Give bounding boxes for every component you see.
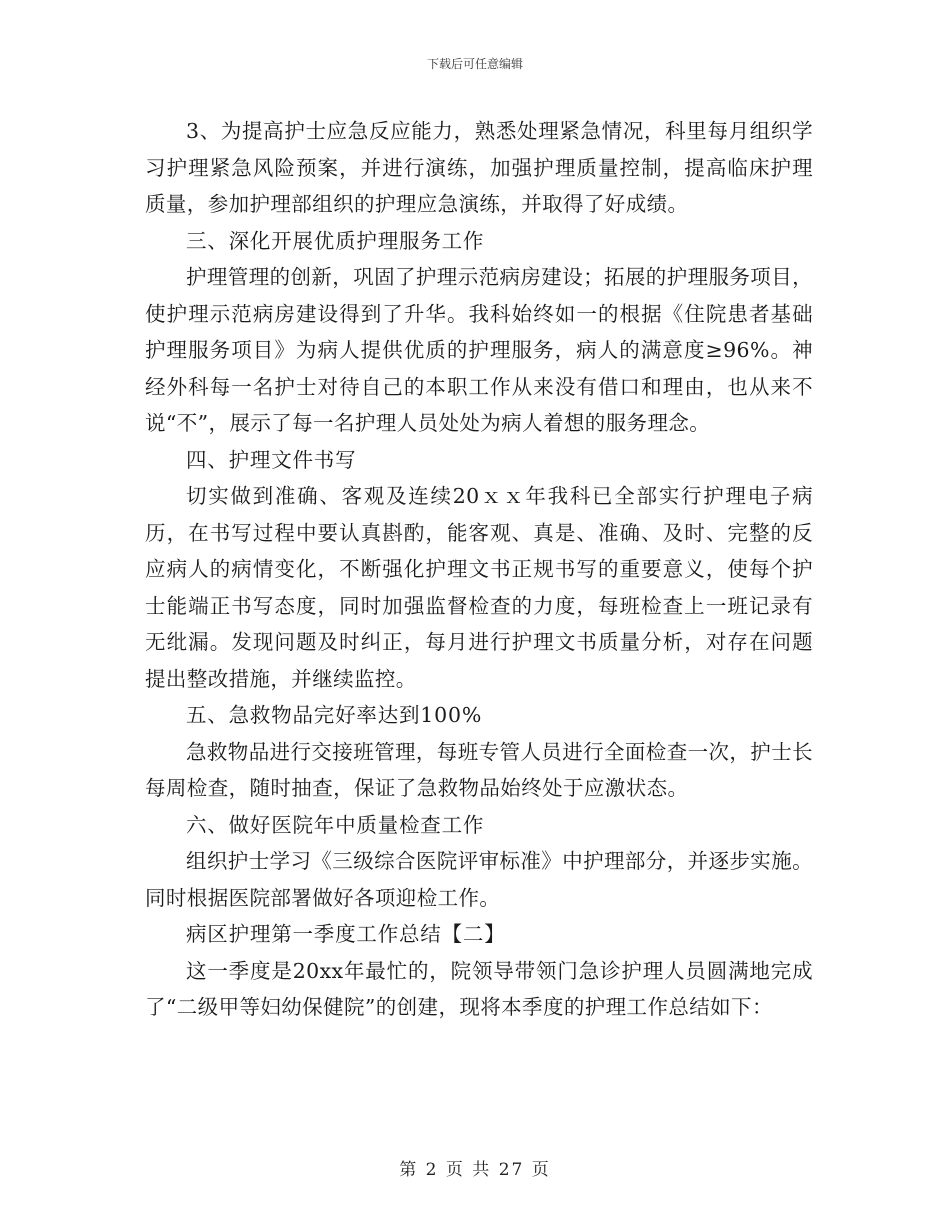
section-heading-6: 六、做好医院年中质量检查工作 (186, 812, 485, 837)
paragraph-quality-service: 护理管理的创新，巩固了护理示范病房建设；拓展的护理服务项目，使护理示范病房建设得到了升华。我科始终如一的根据《住院患者基础护理服务项目》为病人提供优质的护理服务，病人的满意度≥96%。神经外科每一名护士对待自己的本职工作从来没有借口和理由，也从来不说“不”，展示了每一名护理人员处处为病人着想的服务理念。 (145, 265, 813, 435)
document-body (145, 113, 813, 1026)
paragraph-summary-intro: 这一季度是20xx年最忙的，院领导带领门急诊护理人员圆满地完成了“二级甲等妇幼保健院”的创建，现将本季度的护理工作总结如下： (145, 958, 813, 1019)
section-heading-4: 四、护理文件书写 (186, 447, 357, 472)
paragraph-emergency-supplies: 急救物品进行交接班管理，每班专管人员进行全面检查一次，护士长每周检查，随时抽查，保证了急救物品始终处于应激状态。 (145, 739, 813, 800)
paragraph-document-writing: 切实做到准确、客观及连续20ｘｘ年我科已全部实行护理电子病历，在书写过程中要认真斟酌，能客观、真是、准确、及时、完整的反应病人的病情变化，不断强化护理文书正规书写的重要意义，使每个护士能端正书写态度，同时加强监督检查的力度，每班检查上一班记录有无纰漏。发现问题及时纠正，每月进行护理文书质量分析，对存在问题提出整改措施，并继续监控。 (145, 484, 813, 691)
paragraph-quality-inspection: 组织护士学习《三级综合医院评审标准》中护理部分，并逐步实施。同时根据医院部署做好各项迎检工作。 (145, 849, 813, 910)
section-heading-summary-2: 病区护理第一季度工作总结【二】 (186, 922, 506, 946)
page-header-note: 下载后可任意编辑 (426, 57, 523, 71)
section-heading-3: 三、深化开展优质护理服务工作 (186, 228, 485, 253)
paragraph-emergency-drill: 3、为提高护士应急反应能力，熟悉处理紧急情况，科里每月组织学习护理紧急风险预案，并进行演练，加强护理质量控制，提高临床护理质量，参加护理部组织的护理应急演练，并取得了好成绩。 (145, 119, 813, 216)
section-heading-5: 五、急救物品完好率达到100% (186, 703, 483, 727)
page-number-footer: 第 2 页 共 27 页 (399, 1160, 551, 1180)
